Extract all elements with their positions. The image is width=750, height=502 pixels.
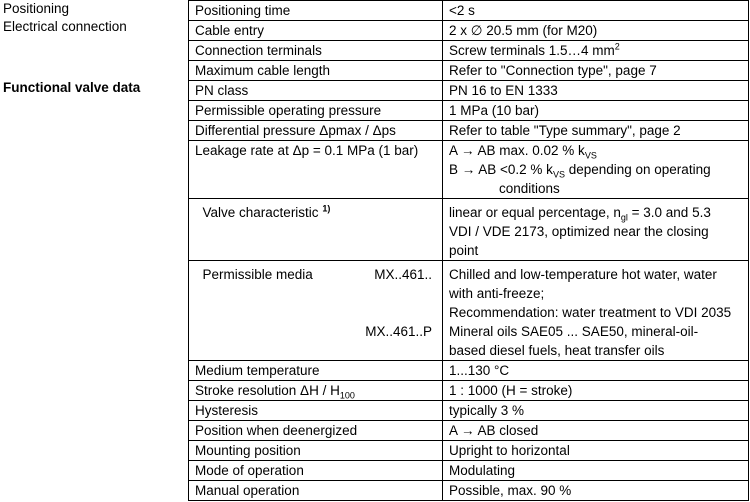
section-label-functional-valve-data: Functional valve data (3, 80, 141, 95)
row-label: Cable entry (189, 21, 443, 41)
table-row (189, 199, 749, 261)
row-label: Permissible media MX..461.. MX..461..P (189, 261, 443, 361)
table-row (189, 261, 749, 361)
row-label: Differential pressure Δpmax / Δps (189, 121, 443, 141)
section-label-positioning: Positioning (3, 1, 70, 16)
row-label: Positioning time (189, 1, 443, 21)
row-label: Medium temperature (189, 361, 443, 381)
row-value: A → AB closed (443, 421, 749, 441)
row-label: Manual operation (189, 481, 443, 501)
table-row (189, 141, 749, 199)
row-value: 1...130 °C (443, 361, 749, 381)
row-label: Mounting position (189, 441, 443, 461)
row-value: linear or equal percentage, $n_{gl} = 3.0$ and 5.3 VDI / VDE 2173, optimized near the closing point (443, 199, 749, 261)
table-row (189, 1, 749, 21)
table-row (189, 41, 749, 61)
row-label: Connection terminals (189, 41, 443, 61)
section-label-electrical-connection: Electrical connection (3, 19, 127, 34)
row-value: 2 x ∅ 20.5 mm (for M20) (443, 21, 749, 41)
table-row (189, 401, 749, 421)
row-label: Permissible operating pressure (189, 101, 443, 121)
table-row (189, 461, 749, 481)
table-row (189, 61, 749, 81)
row-label: PN class (189, 81, 443, 101)
row-value: Refer to table "Type summary", page 2 (443, 121, 749, 141)
row-label: Hysteresis (189, 401, 443, 421)
table-row (189, 101, 749, 121)
row-value: typically 3 % (443, 401, 749, 421)
row-value: Upright to horizontal (443, 441, 749, 461)
row-value: 1 MPa (10 bar) (443, 101, 749, 121)
row-value: Possible, max. 90 % (443, 481, 749, 501)
row-label: Maximum cable length (189, 61, 443, 81)
table-row (189, 121, 749, 141)
table-row (189, 441, 749, 461)
row-label: Stroke resolution ΔH / $H_{100}$ (189, 381, 443, 401)
row-value: PN 16 to EN 1333 (443, 81, 749, 101)
table-row (189, 81, 749, 101)
row-label: Position when deenergized (189, 421, 443, 441)
table-row (189, 481, 749, 501)
table-row (189, 21, 749, 41)
row-value: Screw terminals 1.5…4 $mm^2$ (443, 41, 749, 61)
row-value: 1 : 1000 (H = stroke) (443, 381, 749, 401)
row-label: Valve characteristic $^{1)}$ (189, 199, 443, 261)
table-row (189, 361, 749, 381)
table-row (189, 421, 749, 441)
row-value: Modulating (443, 461, 749, 481)
row-value: Refer to "Connection type", page 7 (443, 61, 749, 81)
row-label: Leakage rate at Δp = 0.1 MPa (1 bar) (189, 141, 443, 199)
row-value: <2 s (443, 1, 749, 21)
row-value: Chilled and low-temperature hot water, water with anti-freeze; Recommendation: water treatment to VDI 2035 Mineral oils SAE05 ... SAE50, mineral-oil- based diesel fuels, heat transfer oils (443, 261, 749, 361)
row-value: A → AB max. 0.02 % $k_{VS}$ B → AB <0.2 % $k_{VS}$ depending on operating conditions (443, 141, 749, 199)
spec-table (188, 0, 749, 501)
table-row (189, 381, 749, 401)
row-label: Mode of operation (189, 461, 443, 481)
